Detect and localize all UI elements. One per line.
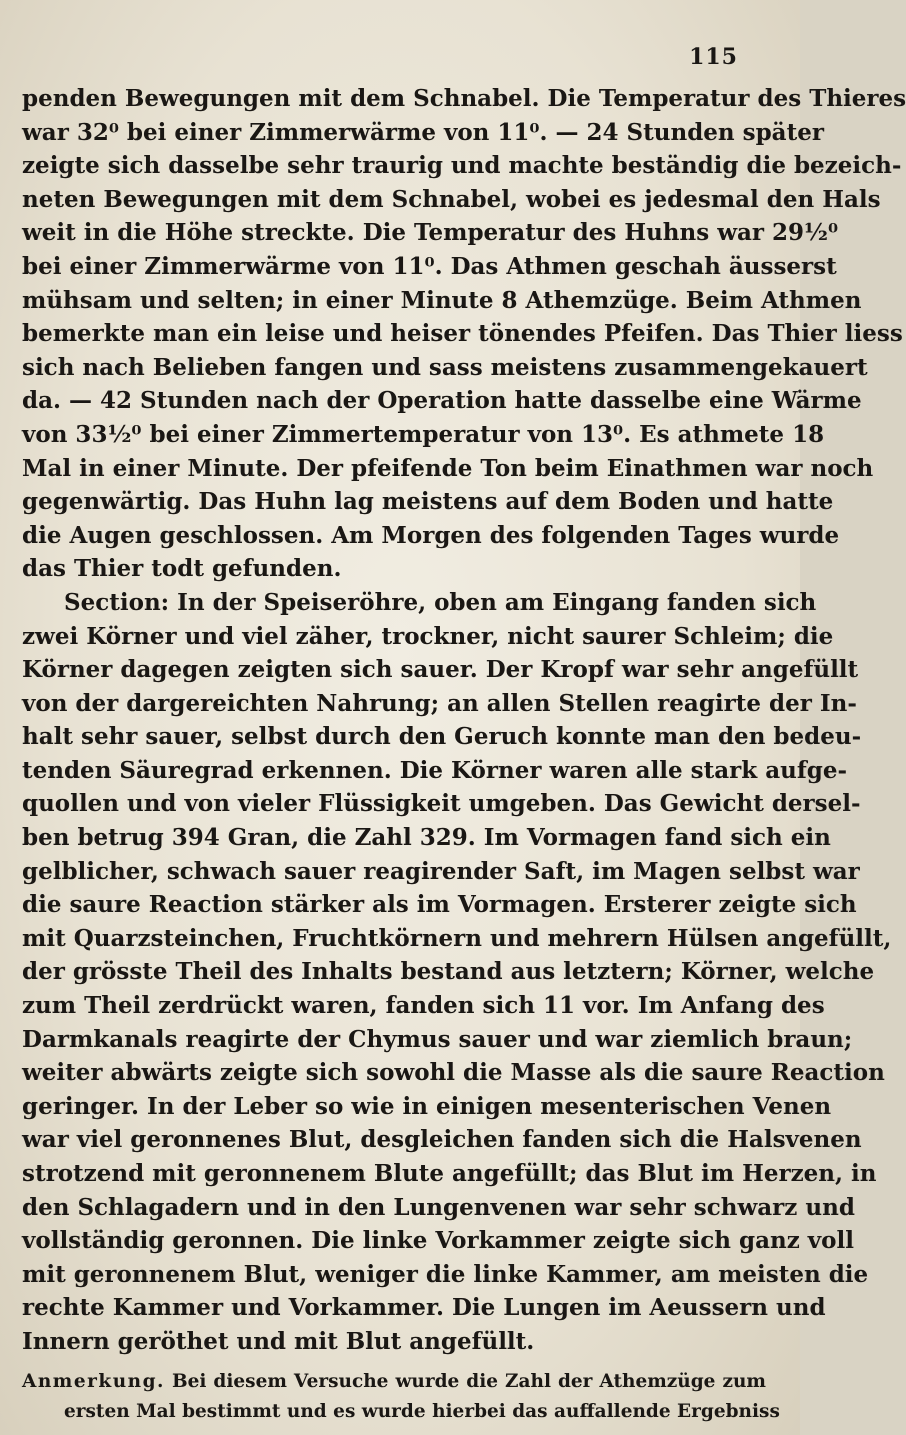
paragraph-end-line: das Thier todt gefunden. <box>22 555 342 583</box>
text-line: zeigte sich dasselbe sehr traurig und machte beständig die bezeich- <box>22 152 902 180</box>
text-line: Körner dagegen zeigten sich sauer. Der Kropf war sehr angefüllt <box>22 656 859 684</box>
text-line: strotzend mit geronnenem Blute angefüllt; das Blut im Herzen, in <box>22 1160 877 1187</box>
footnote-line <box>22 1367 766 1397</box>
footnote-line: ersten Mal bestimmt und es wurde hierbei das auffallende Ergebniss <box>64 1400 780 1422</box>
text-line: gelblicher, schwach sauer reagirender Saft, im Magen selbst war <box>22 857 860 885</box>
body-text <box>22 82 906 1359</box>
text-line: gegenwärtig. Das Huhn lag meistens auf dem Boden und hatte <box>22 488 834 516</box>
footnote-label: Anmerkung. <box>22 1370 165 1392</box>
text-line: war viel geronnenes Blut, desgleichen fanden sich die Halsvenen <box>22 1126 862 1154</box>
text-line: den Schlagadern und in den Lungenvenen war sehr schwarz und <box>22 1193 855 1221</box>
text-line: weit in die Höhe streckte. Die Temperatur des Huhns war 29½⁰ <box>22 219 839 247</box>
text-line: Darmkanals reagirte der Chymus sauer und war ziemlich braun; <box>22 1025 853 1053</box>
text-line: mühsam und selten; in einer Minute 8 Athemzüge. Beim Athmen <box>22 286 862 314</box>
text-line: neten Bewegungen mit dem Schnabel, wobei es jedesmal den Hals <box>22 185 881 213</box>
paragraph-end-line: Innern geröthet und mit Blut angefüllt. <box>22 1327 535 1355</box>
text-line: ben betrug 394 Gran, die Zahl 329. Im Vormagen fand sich ein <box>22 824 831 852</box>
text-line: da. — 42 Stunden nach der Operation hatte dasselbe eine Wärme <box>22 387 862 415</box>
text-line: bei einer Zimmerwärme von 11⁰. Das Athmen geschah äusserst <box>22 252 837 280</box>
text-line: mit Quarzsteinchen, Fruchtkörnern und mehrern Hülsen angefüllt, <box>22 924 892 952</box>
text-line: bemerkte man ein leise und heiser tönendes Pfeifen. Das Thier liess <box>22 320 903 348</box>
text-line: von 33½⁰ bei einer Zimmertemperatur von 13⁰. Es athmete 18 <box>22 420 825 448</box>
text-line: sich nach Belieben fangen und sass meistens zusammengekauert <box>22 353 868 381</box>
text-line: weiter abwärts zeigte sich sowohl die Masse als die saure Reaction <box>22 1059 885 1087</box>
text-line: vollständig geronnen. Die linke Vorkammer zeigte sich ganz voll <box>22 1227 854 1255</box>
text-line: zwei Körner und viel zäher, trockner, nicht saurer Schleim; die <box>22 622 834 650</box>
text-line: penden Bewegungen mit dem Schnabel. Die Temperatur des Thieres <box>22 85 906 112</box>
text-line: geringer. In der Leber so wie in einigen mesenterischen Venen <box>22 1092 832 1120</box>
text-line: die Augen geschlossen. Am Morgen des folgenden Tages wurde <box>22 521 840 549</box>
footnote <box>22 1367 780 1427</box>
text-line: mit geronnenem Blut, weniger die linke Kammer, am meisten die <box>22 1260 869 1288</box>
text-line: rechte Kammer und Vorkammer. Die Lungen im Aeussern und <box>22 1294 826 1322</box>
text-line: von der dargereichten Nahrung; an allen Stellen reagirte der In- <box>22 689 857 717</box>
section-heading-line: Section: In der Speiseröhre, oben am Eingang fanden sich <box>64 588 817 616</box>
page-number: 115 <box>689 44 738 70</box>
text-line: die saure Reaction stärker als im Vormagen. Ersterer zeigte sich <box>22 891 857 919</box>
text-line: tenden Säuregrad erkennen. Die Körner waren alle stark aufge- <box>22 756 848 784</box>
text-line: halt sehr sauer, selbst durch den Geruch konnte man den bedeu- <box>22 723 862 751</box>
text-line: Mal in einer Minute. Der pfeifende Ton beim Einathmen war noch <box>22 454 874 482</box>
footnote-text: Bei diesem Versuche wurde die Zahl der Athemzüge zum <box>172 1370 766 1392</box>
text-line: war 32⁰ bei einer Zimmerwärme von 11⁰. — 24 Stunden später <box>22 118 824 146</box>
text-line: quollen und von vieler Flüssigkeit umgeben. Das Gewicht dersel- <box>22 790 861 818</box>
text-line: der grösste Theil des Inhalts bestand aus letztern; Körner, welche <box>22 958 875 986</box>
text-line: zum Theil zerdrückt waren, fanden sich 11 vor. Im Anfang des <box>22 992 825 1020</box>
